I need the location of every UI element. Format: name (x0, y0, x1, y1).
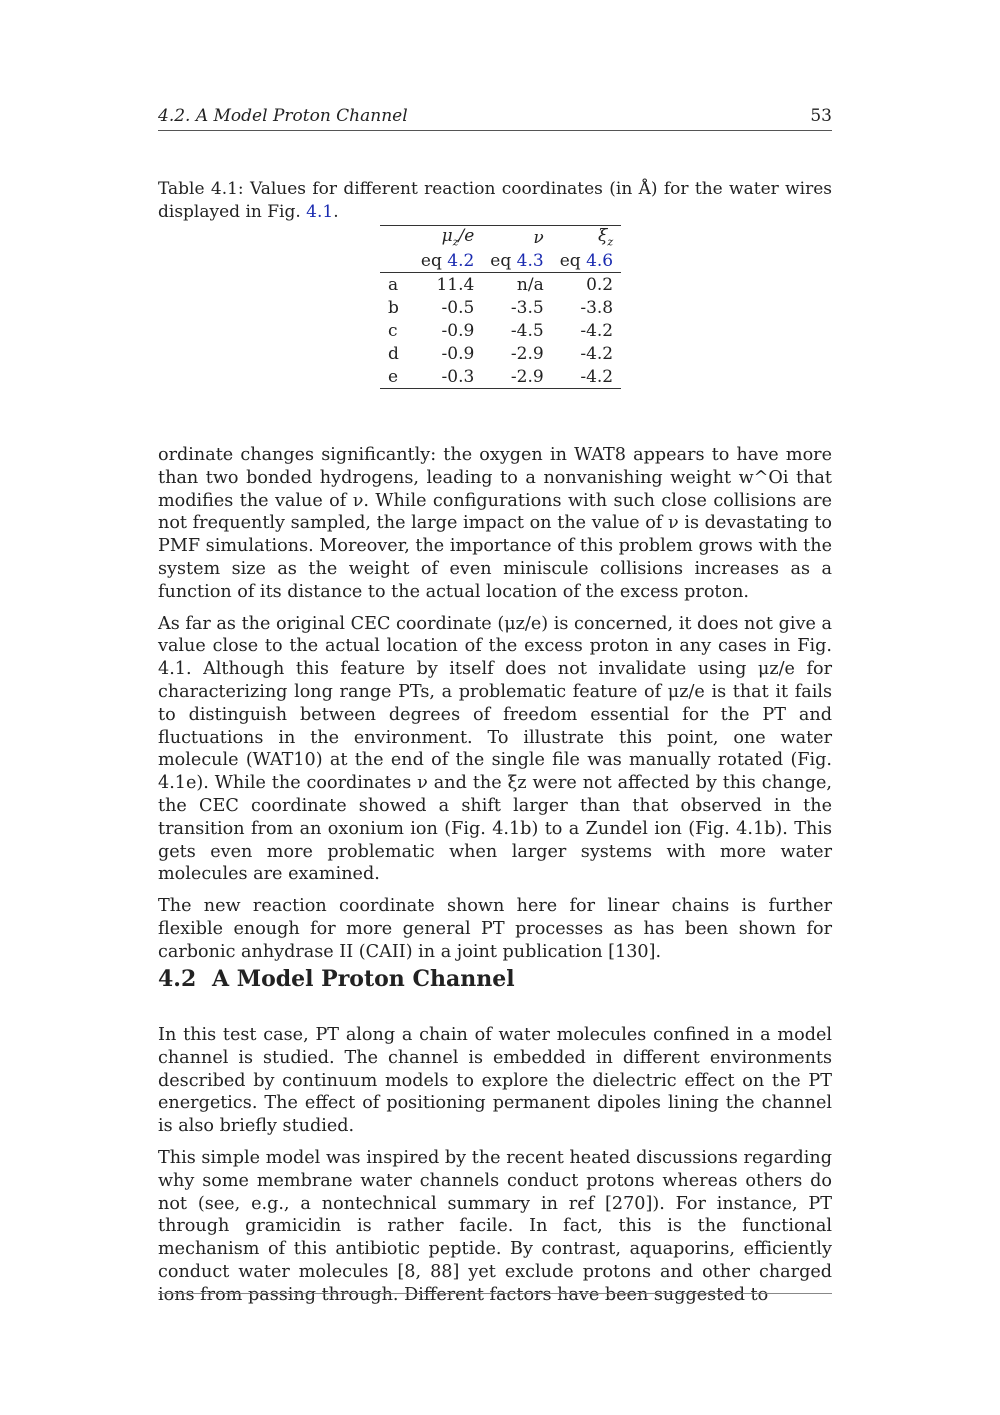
table-row (380, 273, 621, 297)
eq-prefix: eq (490, 250, 512, 271)
section-heading (158, 966, 515, 992)
col-nu: ν (482, 226, 551, 250)
section-number: 4.2 (158, 966, 197, 992)
table-row (380, 365, 621, 389)
row-label: e (380, 365, 413, 389)
eq-blank (380, 249, 413, 273)
eq-ref-link[interactable]: 4.2 (447, 250, 475, 271)
cell-xi: -4.2 (580, 343, 614, 364)
fig-ref-link[interactable]: 4.1 (306, 202, 334, 222)
body-text-lower (158, 1024, 832, 1316)
cell-mu: 11.4 (436, 274, 475, 295)
paragraph: As far as the original CEC coordinate (μz/e) is concerned, it does not give a value close to the actual location of the excess proton in any cases in Fig. 4.1. Although this feature by itself does not invalidate using μz/e for characterizing long range PTs, a problematic feature of μz/e is that it fails to distinguish between degrees of freedom essential for the PT and fluctuations in the environment. To illustrate this point, one water molecule (WAT10) at the end of the single file was manually rotated (Fig. 4.1e). While the coordinates ν and the ξz were not affected by this change, the CEC coordinate showed a shift larger than that observed in the transition from an oxonium ion (Fig. 4.1b) to a Zundel ion (Fig. 4.1b). This gets even more problematic when larger systems with more water molecules are examined. (158, 613, 832, 885)
cell-mu: -0.5 (441, 297, 475, 318)
eq-ref-link[interactable]: 4.6 (586, 250, 614, 271)
caption-end: . (333, 202, 339, 222)
cell-xi: 0.2 (586, 274, 614, 295)
cell-nu: -3.5 (510, 297, 544, 318)
eq-cell (552, 249, 621, 273)
row-label: a (388, 274, 399, 295)
table-caption (158, 178, 832, 224)
row-label: b (388, 297, 399, 318)
cell-nu: -2.9 (482, 365, 551, 389)
eq-cell (482, 249, 551, 273)
paragraph: ordinate changes significantly: the oxygen in WAT8 appears to have more than two bonded hydrogens, leading to a nonvanishing weight w^Oi that modifies the value of ν. While configurations with such close collisions are not frequently sampled, the large impact on the value of ν is devastating to PMF simulations. Moreover, the importance of this problem grows with the system size as the weight of even miniscule collisions increases as a function of its distance to the actual location of the excess proton. (158, 445, 832, 602)
body-text-upper (158, 444, 832, 973)
header-blank (380, 226, 413, 250)
cell-mu: -0.3 (413, 365, 482, 389)
paragraph: The new reaction coordinate shown here for linear chains is further flexible enough for more general PT processes as has been shown for carbonic anhydrase II (CAII) in a joint publication [130]. (158, 896, 832, 962)
footer-rule (158, 1293, 832, 1294)
cell-xi: -3.8 (580, 297, 614, 318)
paragraph: This simple model was inspired by the recent heated discussions regarding why some membrane water channels conduct protons whereas others do not (see, e.g., a nontechnical summary in ref [270]). For instance, PT through gramicidin is rather facile. In fact, this is the functional mechanism of this antibiotic peptide. By contrast, aquaporins, efficiently conduct water molecules [8, 88] yet exclude protons and other charged ions from passing through. Different factors have been suggested to (158, 1147, 832, 1305)
table-row (380, 296, 621, 319)
cell-xi: -4.2 (580, 320, 614, 341)
header-section-title: 4.2. A Model Proton Channel (158, 106, 408, 126)
cell-xi: -4.2 (552, 365, 621, 389)
cell-nu: -2.9 (510, 343, 544, 364)
section-title: A Model Proton Channel (212, 966, 515, 992)
eq-prefix: eq (420, 250, 442, 271)
values-table (380, 225, 621, 389)
paragraph: In this test case, PT along a chain of water molecules confined in a model channel is studied. The channel is embedded in different environments described by continuum models to explore the dielectric effect on the PT energetics. The effect of positioning permanent dipoles lining the channel is also briefly studied. (158, 1025, 832, 1137)
eq-cell (413, 249, 482, 273)
eq-ref-link[interactable]: 4.3 (516, 250, 544, 271)
cell-mu: -0.9 (441, 343, 475, 364)
cell-nu: -4.5 (510, 320, 544, 341)
col-xi: $\xi_z$ (552, 226, 621, 250)
cell-mu: -0.9 (441, 320, 475, 341)
row-label: d (388, 343, 399, 364)
eq-prefix: eq (559, 250, 581, 271)
caption-text: Table 4.1: Values for different reaction coordinates (in Å) for the water wires displayed in Fig. (158, 179, 832, 222)
running-header (158, 104, 832, 131)
table-row (380, 342, 621, 365)
table-row (380, 319, 621, 342)
row-label: c (388, 320, 398, 341)
table-eq-row (380, 249, 621, 273)
page-number: 53 (810, 106, 832, 126)
col-mu: $\mu_z/e$ (413, 226, 482, 250)
table-header-row (380, 226, 621, 250)
cell-nu: n/a (516, 274, 544, 295)
